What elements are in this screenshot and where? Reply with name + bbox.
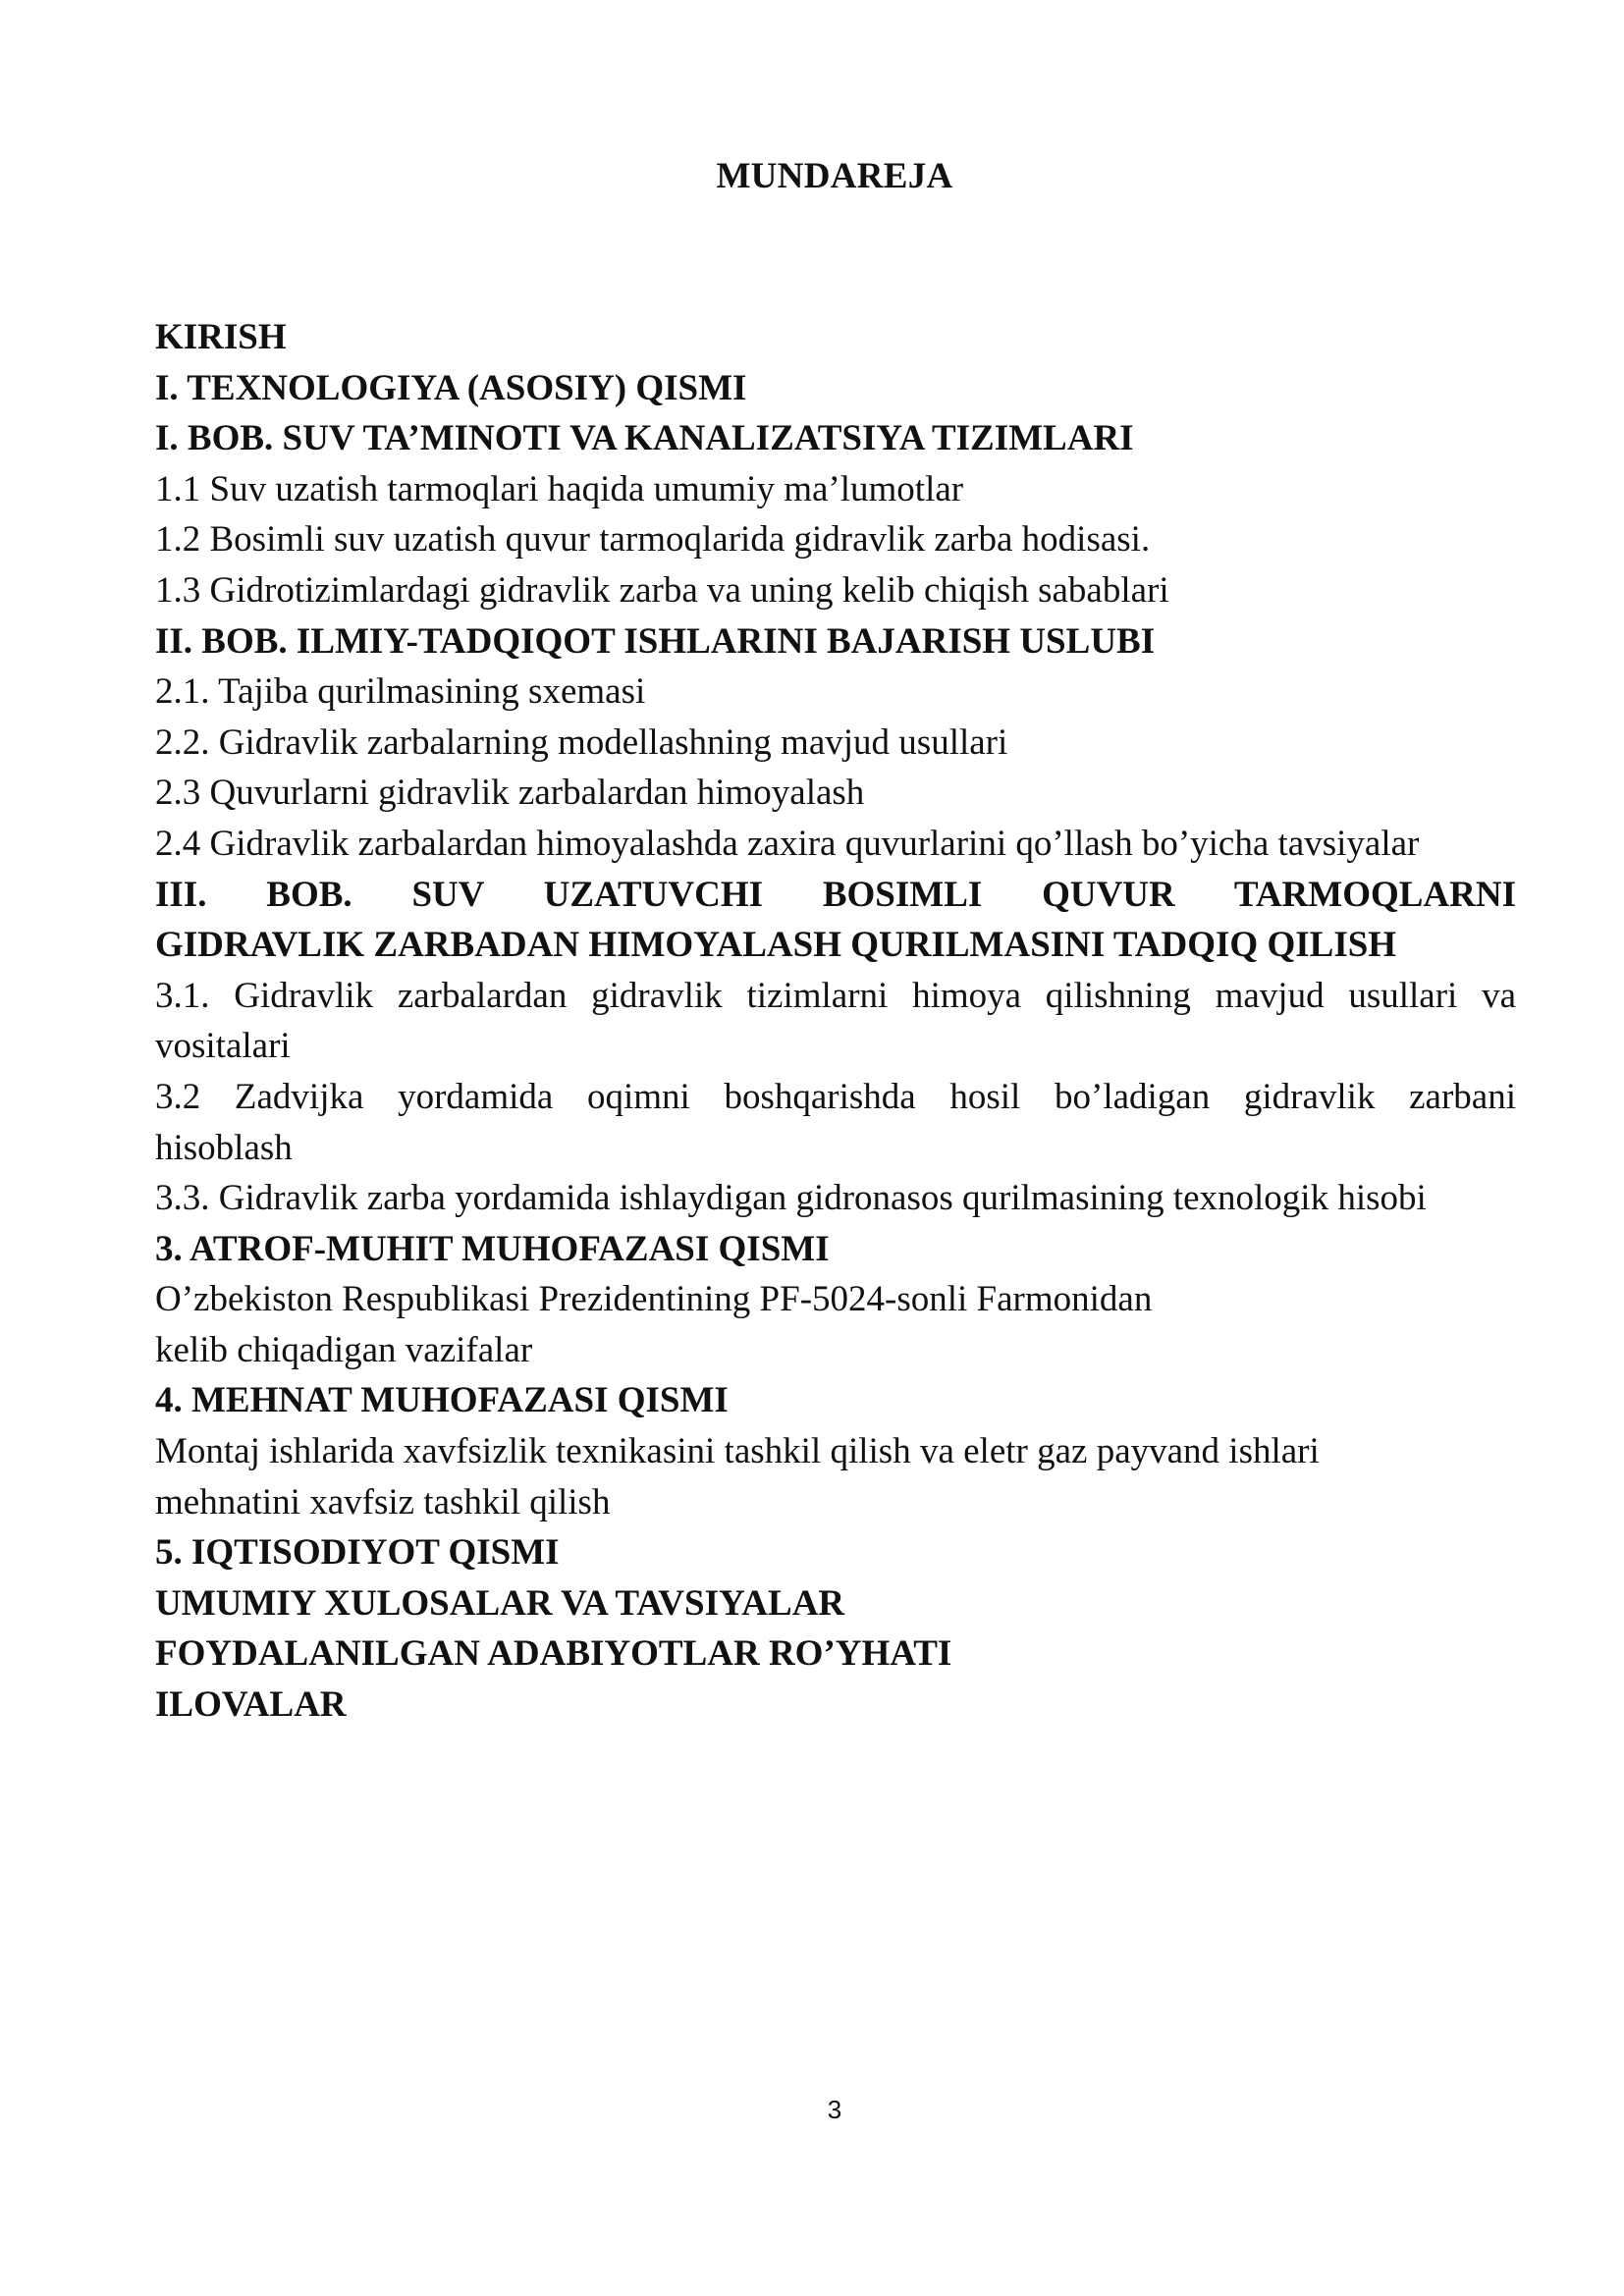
toc-item-3-1-line2: vositalari <box>155 1026 291 1067</box>
toc-heading-part1: I. TEXNOLOGIYA (ASOSIY) QISMI <box>155 367 747 408</box>
toc-heading-references: FOYDALANILGAN ADABIYOTLAR RO’YHATI <box>155 1633 952 1675</box>
toc-item-3-2-line2: hisoblash <box>155 1127 293 1168</box>
toc-item-part3-line2: kelib chiqadigan vazifalar <box>155 1329 533 1370</box>
toc-item-2-2: 2.2. Gidravlik zarbalarning modellashning mavjud usullari <box>155 721 1008 763</box>
toc-heading-part4: 4. MEHNAT MUHOFAZASI QISMI <box>155 1380 729 1421</box>
toc-item-1-3: 1.3 Gidrotizimlardagi gidravlik zarba va uning kelib chiqish sabablari <box>155 569 1169 611</box>
toc-item-3-2-line1: 3.2 Zadvijka yordamida oqimni boshqarishda hosil bo’ladigan gidravlik zarbani <box>155 1076 1516 1117</box>
toc-heading-part5: 5. IQTISODIYOT QISMI <box>155 1532 560 1574</box>
toc-item-2-1: 2.1. Tajiba qurilmasining sxemasi <box>155 671 646 713</box>
toc-heading-part3: 3. ATROF-MUHIT MUHOFAZASI QISMI <box>155 1228 830 1269</box>
toc-item-3-3: 3.3. Gidravlik zarba yordamida ishlaydigan gidronasos qurilmasining texnologik hisobi <box>155 1178 1427 1219</box>
toc-item-part4-line2: mehnatini xavfsiz tashkil qilish <box>155 1481 611 1522</box>
toc-item-2-3: 2.3 Quvurlarni gidravlik zarbalardan himoyalash <box>155 773 865 814</box>
toc-item-1-1: 1.1 Suv uzatish tarmoqlari haqida umumiy ma’lumotlar <box>155 468 964 509</box>
toc-heading-bob1: I. BOB. SUV TA’MINOTI VA KANALIZATSIYA TIZIMLARI <box>155 418 1134 459</box>
toc-item-part4-line1: Montaj ishlarida xavfsizlik texnikasini tashkil qilish va eletr gaz payvand ishlari <box>155 1431 1320 1472</box>
toc-item-part3-line1: O’zbekiston Respublikasi Prezidentining PF-5024-sonli Farmonidan <box>155 1279 1153 1320</box>
toc-item-2-4: 2.4 Gidravlik zarbalardan himoyalashda zaxira quvurlarini qo’llash bo’yicha tavsiyalar <box>155 823 1420 864</box>
toc-heading-bob3-line1: III. BOB. SUV UZATUVCHI BOSIMLI QUVUR TARMOQLARNI <box>155 874 1516 915</box>
page-number: 3 <box>827 2095 842 2124</box>
toc-heading-kirish: KIRISH <box>155 317 287 357</box>
table-of-contents <box>155 312 1516 1731</box>
toc-heading-bob3-line2: GIDRAVLIK ZARBADAN HIMOYALASH QURILMASINI TADQIQ QILISH <box>155 925 1397 966</box>
page-title: MUNDAREJA <box>716 156 953 196</box>
toc-heading-conclusions: UMUMIY XULOSALAR VA TAVSIYALAR <box>155 1582 845 1624</box>
toc-heading-bob2: II. BOB. ILMIY-TADQIQOT ISHLARINI BAJARISH USLUBI <box>155 620 1156 662</box>
toc-item-3-1-line1: 3.1. Gidravlik zarbalardan gidravlik tizimlarni himoya qilishning mavjud usullari va <box>155 975 1516 1016</box>
toc-item-1-2: 1.2 Bosimli suv uzatish quvur tarmoqlarida gidravlik zarba hodisasi. <box>155 519 1151 561</box>
toc-heading-appendices: ILOVALAR <box>155 1684 347 1726</box>
